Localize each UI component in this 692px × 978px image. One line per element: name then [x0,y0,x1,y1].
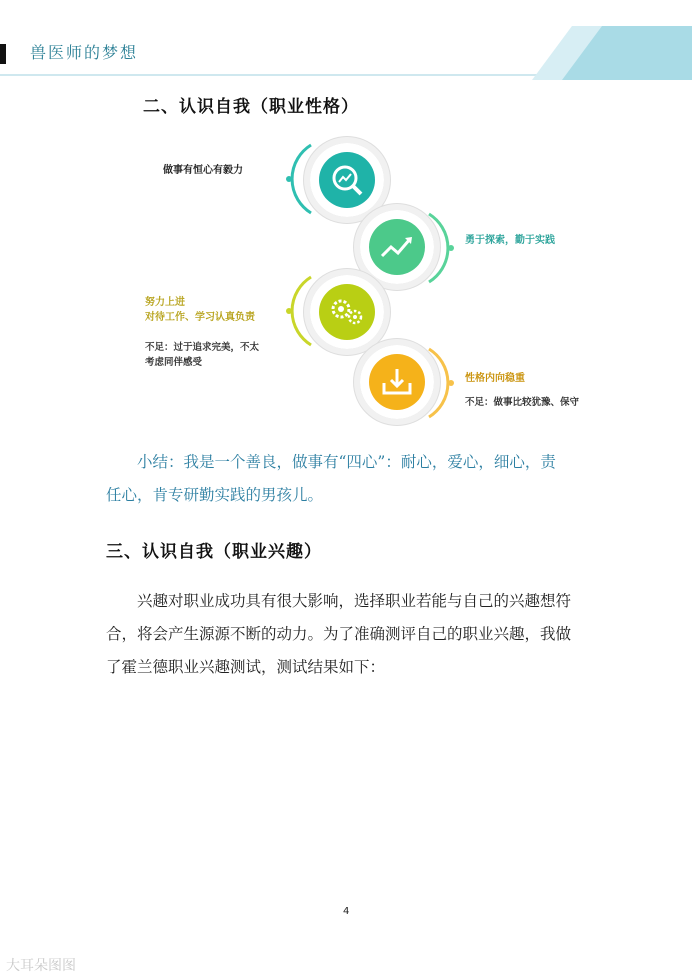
header-marker [0,44,6,64]
header-rule [0,74,560,76]
trait-note-diligent-line1: 不足：过于追求完美，不太 [145,342,260,353]
trait-label-diligent [145,295,255,325]
trait-note-diligent [145,340,259,370]
arc-decoration [425,212,455,284]
trend-up-icon [360,210,434,284]
trait-label-diligent-line2: 对待工作、学习认真负责 [145,312,255,323]
trait-note-diligent-line2: 考虑同伴感受 [145,357,203,368]
interest-line3: 了霍兰德职业兴趣测试，测试结果如下： [106,658,386,676]
trait-label-explore: 勇于探索，勤于实践 [465,235,555,246]
section-heading-personality: 二、认识自我（职业性格） [143,97,359,117]
gears-icon [310,275,384,349]
summary-line2: 任心，肯专研勤实践的男孩儿。 [106,486,324,504]
interest-line1: 兴趣对职业成功具有很大影响，选择职业若能与自己的兴趣想符 [137,592,572,610]
header-title: 兽医师的梦想 [30,43,139,62]
trait-label-diligent-line1: 努力上进 [145,297,185,308]
watermark: 大耳朵图图 [6,958,76,974]
trait-circle-diligent [310,275,384,349]
section-heading-interest: 三、认识自我（职业兴趣） [106,542,322,562]
personality-figure [120,135,600,425]
page-number: 4 [343,906,350,917]
trait-note-steady: 不足：做事比较犹豫、保守 [465,397,580,408]
interest-line2: 合，将会产生源源不断的动力。为了准确测评自己的职业兴趣，我做 [106,625,572,643]
header-decoration [532,26,692,80]
trait-circle-steady [360,345,434,419]
trait-circle-explore [360,210,434,284]
summary-paragraph [106,446,596,512]
summary-line1: 小结：我是一个善良，做事有“四心”：耐心，爱心，细心，责 [137,453,556,471]
trait-label-perseverance: 做事有恒心有毅力 [163,165,243,176]
trait-circle-perseverance [310,143,384,217]
page-header [0,0,692,80]
trait-label-steady: 性格内向稳重 [465,373,525,384]
arc-decoration [425,347,455,419]
magnifier-chart-icon [310,143,384,217]
download-icon [360,345,434,419]
interest-paragraph [106,585,606,684]
